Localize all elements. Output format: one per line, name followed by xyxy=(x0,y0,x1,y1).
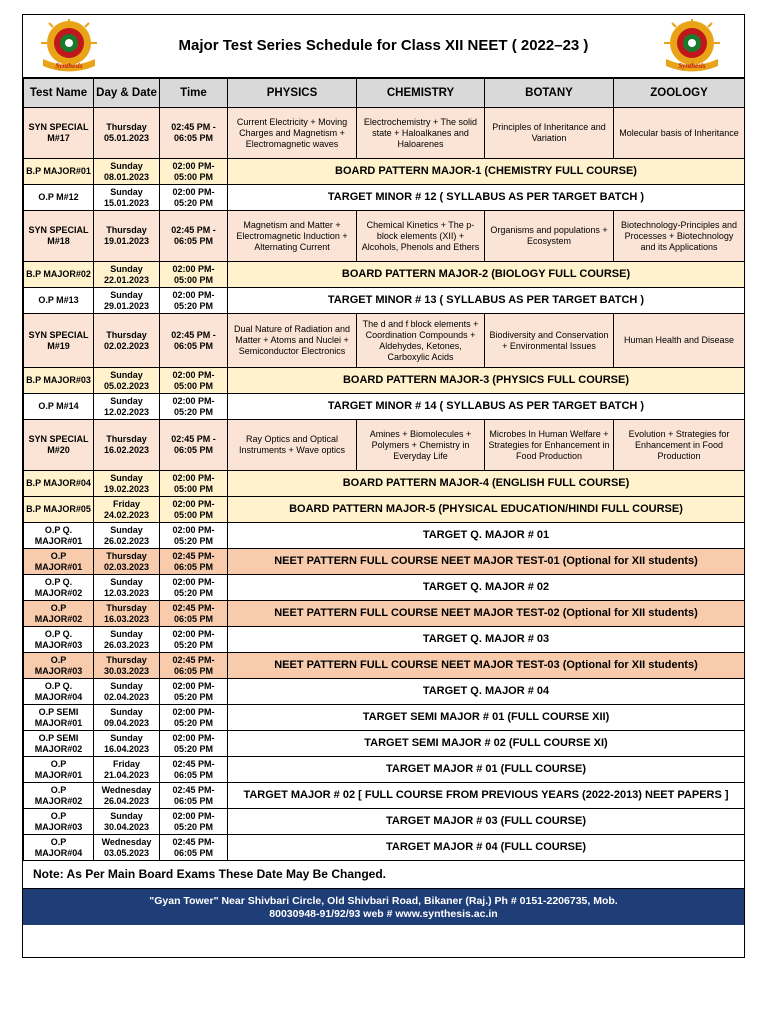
time-cell: 02:00 PM- 05:20 PM xyxy=(160,705,228,731)
table-row xyxy=(24,705,745,731)
date-text: 12.02.2023 xyxy=(103,406,150,417)
table-row xyxy=(24,783,745,809)
time-cell: 02:00 PM- 05:20 PM xyxy=(160,185,228,211)
test-name-cell: O.P SEMI MAJOR#01 xyxy=(24,705,94,731)
time-cell: 02:00 PM- 05:00 PM xyxy=(160,262,228,288)
test-name-cell: B.P MAJOR#02 xyxy=(24,262,94,288)
date-text: 24.02.2023 xyxy=(103,509,150,520)
table-row xyxy=(24,523,745,549)
table-row xyxy=(24,108,745,159)
date-text: 29.01.2023 xyxy=(103,300,150,311)
test-name-cell: SYN SPECIAL M#17 xyxy=(24,108,94,159)
time-cell: 02:45 PM - 06:05 PM xyxy=(160,314,228,368)
table-row xyxy=(24,549,745,575)
column-header: ZOOLOGY xyxy=(614,79,745,108)
day-text: Wednesday xyxy=(101,784,152,795)
test-name-cell: O.P M#12 xyxy=(24,185,94,211)
combined-subject-cell: TARGET MINOR # 12 ( SYLLABUS AS PER TARGET BATCH ) xyxy=(228,185,745,211)
table-row xyxy=(24,288,745,314)
time-cell: 02:45 PM - 06:05 PM xyxy=(160,211,228,262)
date-text: 15.01.2023 xyxy=(103,197,150,208)
day-text: Sunday xyxy=(110,472,143,483)
chemistry-cell: The d and f block elements + Coordination Compounds + Aldehydes, Ketones, Carboxylic Acids xyxy=(357,314,485,368)
date-text: 08.01.2023 xyxy=(103,171,150,182)
day-text: Thursday xyxy=(106,225,147,235)
schedule-note: Note: As Per Main Board Exams These Date May Be Changed. xyxy=(23,861,744,889)
table-row xyxy=(24,601,745,627)
table-row xyxy=(24,575,745,601)
day-text: Sunday xyxy=(110,810,143,821)
combined-subject-cell: TARGET MINOR # 14 ( SYLLABUS AS PER TARGET BATCH ) xyxy=(228,394,745,420)
combined-subject-cell: NEET PATTERN FULL COURSE NEET MAJOR TEST-02 (Optional for XII students) xyxy=(228,601,745,627)
date-text: 30.04.2023 xyxy=(103,821,150,832)
page-header xyxy=(23,15,744,78)
day-date-cell xyxy=(94,601,160,627)
test-name-cell: O.P MAJOR#03 xyxy=(24,809,94,835)
test-name-cell: SYN SPECIAL M#18 xyxy=(24,211,94,262)
test-name-cell: SYN SPECIAL M#19 xyxy=(24,314,94,368)
day-text: Thursday xyxy=(106,654,147,665)
table-row xyxy=(24,211,745,262)
day-date-cell xyxy=(94,731,160,757)
combined-subject-cell: BOARD PATTERN MAJOR-2 (BIOLOGY FULL COURSE) xyxy=(228,262,745,288)
column-header: PHYSICS xyxy=(228,79,357,108)
table-row xyxy=(24,394,745,420)
table-row xyxy=(24,420,745,471)
test-name-cell: O.P MAJOR#01 xyxy=(24,757,94,783)
date-text: 02.03.2023 xyxy=(103,561,150,572)
day-text: Sunday xyxy=(110,524,143,535)
table-row xyxy=(24,471,745,497)
time-cell: 02:00 PM- 05:20 PM xyxy=(160,288,228,314)
combined-subject-cell: TARGET Q. MAJOR # 03 xyxy=(228,627,745,653)
column-header: CHEMISTRY xyxy=(357,79,485,108)
day-text: Sunday xyxy=(110,576,143,587)
day-date-cell xyxy=(94,211,160,262)
date-text: 16.03.2023 xyxy=(103,613,150,624)
time-cell: 02:00 PM- 05:20 PM xyxy=(160,627,228,653)
date-text: 16.02.2023 xyxy=(103,445,150,455)
day-text: Sunday xyxy=(110,369,143,380)
test-name-cell: O.P M#13 xyxy=(24,288,94,314)
test-name-cell: O.P MAJOR#02 xyxy=(24,783,94,809)
combined-subject-cell: NEET PATTERN FULL COURSE NEET MAJOR TEST-01 (Optional for XII students) xyxy=(228,549,745,575)
combined-subject-cell: TARGET Q. MAJOR # 01 xyxy=(228,523,745,549)
day-text: Thursday xyxy=(106,434,147,444)
time-cell: 02:45 PM- 06:05 PM xyxy=(160,653,228,679)
test-name-cell: O.P MAJOR#03 xyxy=(24,653,94,679)
day-text: Thursday xyxy=(106,329,147,340)
table-row xyxy=(24,627,745,653)
test-name-cell: O.P MAJOR#01 xyxy=(24,549,94,575)
column-header: Day & Date xyxy=(94,79,160,108)
schedule-body xyxy=(24,108,745,861)
day-date-cell xyxy=(94,653,160,679)
date-text: 16.04.2023 xyxy=(103,743,150,754)
day-date-cell xyxy=(94,159,160,185)
table-row xyxy=(24,757,745,783)
date-text: 26.04.2023 xyxy=(103,795,150,806)
physics-cell: Magnetism and Matter + Electromagnetic Induction + Alternating Current xyxy=(228,211,357,262)
schedule-sheet xyxy=(22,14,745,958)
day-date-cell xyxy=(94,314,160,368)
table-row xyxy=(24,368,745,394)
date-text: 09.04.2023 xyxy=(103,717,150,728)
day-date-cell xyxy=(94,394,160,420)
combined-subject-cell: TARGET MAJOR # 02 [ FULL COURSE FROM PREVIOUS YEARS (2022-2013) NEET PAPERS ] xyxy=(228,783,745,809)
test-name-cell: O.P Q. MAJOR#02 xyxy=(24,575,94,601)
day-date-cell xyxy=(94,108,160,159)
date-text: 26.03.2023 xyxy=(103,639,150,650)
combined-subject-cell: TARGET Q. MAJOR # 04 xyxy=(228,679,745,705)
time-cell: 02:00 PM- 05:20 PM xyxy=(160,679,228,705)
day-date-cell xyxy=(94,497,160,523)
date-text: 03.05.2023 xyxy=(103,847,150,858)
zoology-cell: Human Health and Disease xyxy=(614,314,745,368)
day-date-cell xyxy=(94,575,160,601)
table-row xyxy=(24,679,745,705)
combined-subject-cell: TARGET MAJOR # 04 (FULL COURSE) xyxy=(228,835,745,861)
date-text: 21.04.2023 xyxy=(103,769,150,780)
table-row xyxy=(24,835,745,861)
day-text: Thursday xyxy=(106,550,147,561)
combined-subject-cell: TARGET MAJOR # 03 (FULL COURSE) xyxy=(228,809,745,835)
time-cell: 02:45 PM - 06:05 PM xyxy=(160,420,228,471)
time-cell: 02:45 PM- 06:05 PM xyxy=(160,757,228,783)
day-date-cell xyxy=(94,185,160,211)
test-name-cell: O.P Q. MAJOR#03 xyxy=(24,627,94,653)
day-date-cell xyxy=(94,783,160,809)
date-text: 02.02.2023 xyxy=(103,340,150,351)
combined-subject-cell: NEET PATTERN FULL COURSE NEET MAJOR TEST-03 (Optional for XII students) xyxy=(228,653,745,679)
day-text: Sunday xyxy=(110,706,143,717)
table-row xyxy=(24,497,745,523)
day-text: Friday xyxy=(112,498,140,509)
test-name-cell: B.P MAJOR#03 xyxy=(24,368,94,394)
combined-subject-cell: TARGET SEMI MAJOR # 02 (FULL COURSE XI) xyxy=(228,731,745,757)
combined-subject-cell: TARGET MINOR # 13 ( SYLLABUS AS PER TARGET BATCH ) xyxy=(228,288,745,314)
test-name-cell: O.P Q. MAJOR#01 xyxy=(24,523,94,549)
table-row xyxy=(24,159,745,185)
date-text: 12.03.2023 xyxy=(103,587,150,598)
time-cell: 02:45 PM - 06:05 PM xyxy=(160,108,228,159)
combined-subject-cell: TARGET Q. MAJOR # 02 xyxy=(228,575,745,601)
day-text: Sunday xyxy=(110,289,143,300)
time-cell: 02:45 PM- 06:05 PM xyxy=(160,549,228,575)
time-cell: 02:00 PM- 05:00 PM xyxy=(160,159,228,185)
time-cell: 02:45 PM- 06:05 PM xyxy=(160,783,228,809)
chemistry-cell: Amines + Biomolecules + Polymers + Chemistry in Everyday Life xyxy=(357,420,485,471)
test-name-cell: O.P SEMI MAJOR#02 xyxy=(24,731,94,757)
chemistry-cell: Chemical Kinetics + The p-block elements (XII) + Alcohols, Phenols and Ethers xyxy=(357,211,485,262)
combined-subject-cell: BOARD PATTERN MAJOR-5 (PHYSICAL EDUCATION/HINDI FULL COURSE) xyxy=(228,497,745,523)
zoology-cell: Evolution + Strategies for Enhancement in Food Production xyxy=(614,420,745,471)
combined-subject-cell: TARGET SEMI MAJOR # 01 (FULL COURSE XII) xyxy=(228,705,745,731)
test-name-cell: O.P M#14 xyxy=(24,394,94,420)
time-cell: 02:00 PM- 05:20 PM xyxy=(160,523,228,549)
day-date-cell xyxy=(94,523,160,549)
test-name-cell: B.P MAJOR#04 xyxy=(24,471,94,497)
footer-phone-web: 80030948-91/92/93 web # www.synthesis.ac.in xyxy=(269,908,498,920)
date-text: 05.02.2023 xyxy=(103,380,150,391)
table-row xyxy=(24,185,745,211)
footer-address: "Gyan Tower" Near Shivbari Circle, Old Shivbari Road, Bikaner (Raj.) Ph # 0151-2206735, Mob. xyxy=(149,895,618,907)
chemistry-cell: Electrochemistry + The solid state + Haloalkanes and Haloarenes xyxy=(357,108,485,159)
day-date-cell xyxy=(94,368,160,394)
table-row xyxy=(24,262,745,288)
day-date-cell xyxy=(94,288,160,314)
day-text: Friday xyxy=(112,758,140,769)
logo-text: Synthesis xyxy=(55,62,83,70)
time-cell: 02:45 PM- 06:05 PM xyxy=(160,601,228,627)
day-date-cell xyxy=(94,627,160,653)
time-cell: 02:00 PM- 05:00 PM xyxy=(160,497,228,523)
page-title: Major Test Series Schedule for Class XII NEET ( 2022–23 ) xyxy=(178,37,589,54)
date-text: 22.01.2023 xyxy=(103,274,150,285)
zoology-cell: Molecular basis of Inheritance xyxy=(614,108,745,159)
table-header-row xyxy=(24,79,745,108)
physics-cell: Dual Nature of Radiation and Matter + Atoms and Nuclei + Semiconductor Electronics xyxy=(228,314,357,368)
botany-cell: Microbes In Human Welfare + Strategies for Enhancement in Food Production xyxy=(485,420,614,471)
date-text: 02.04.2023 xyxy=(103,691,150,702)
table-row xyxy=(24,314,745,368)
physics-cell: Ray Optics and Optical Instruments + Wave optics xyxy=(228,420,357,471)
day-text: Sunday xyxy=(110,732,143,743)
day-text: Sunday xyxy=(110,628,143,639)
day-text: Sunday xyxy=(110,395,143,406)
column-header: Time xyxy=(160,79,228,108)
schedule-table xyxy=(23,78,745,861)
day-date-cell xyxy=(94,757,160,783)
test-name-cell: O.P MAJOR#02 xyxy=(24,601,94,627)
test-name-cell: B.P MAJOR#05 xyxy=(24,497,94,523)
column-header: BOTANY xyxy=(485,79,614,108)
table-row xyxy=(24,653,745,679)
day-text: Thursday xyxy=(106,602,147,613)
time-cell: 02:00 PM- 05:20 PM xyxy=(160,394,228,420)
date-text: 05.01.2023 xyxy=(103,133,150,143)
test-name-cell: O.P MAJOR#04 xyxy=(24,835,94,861)
date-text: 26.02.2023 xyxy=(103,535,150,546)
botany-cell: Organisms and populations + Ecosystem xyxy=(485,211,614,262)
table-row xyxy=(24,809,745,835)
test-name-cell: B.P MAJOR#01 xyxy=(24,159,94,185)
time-cell: 02:00 PM- 05:00 PM xyxy=(160,471,228,497)
day-text: Thursday xyxy=(106,122,147,132)
day-text: Sunday xyxy=(110,680,143,691)
time-cell: 02:00 PM- 05:20 PM xyxy=(160,575,228,601)
day-date-cell xyxy=(94,549,160,575)
day-date-cell xyxy=(94,835,160,861)
physics-cell: Current Electricity + Moving Charges and Magnetism + Electromagnetic waves xyxy=(228,108,357,159)
zoology-cell: Biotechnology-Principles and Processes + Biotechnology and its Applications xyxy=(614,211,745,262)
day-date-cell xyxy=(94,262,160,288)
test-name-cell: O.P Q. MAJOR#04 xyxy=(24,679,94,705)
date-text: 30.03.2023 xyxy=(103,665,150,676)
combined-subject-cell: BOARD PATTERN MAJOR-1 (CHEMISTRY FULL COURSE) xyxy=(228,159,745,185)
date-text: 19.02.2023 xyxy=(103,483,150,494)
combined-subject-cell: BOARD PATTERN MAJOR-4 (ENGLISH FULL COURSE) xyxy=(228,471,745,497)
day-date-cell xyxy=(94,705,160,731)
logo-text: Synthesis xyxy=(678,62,706,70)
test-name-cell: SYN SPECIAL M#20 xyxy=(24,420,94,471)
day-text: Sunday xyxy=(110,186,143,197)
time-cell: 02:00 PM- 05:20 PM xyxy=(160,809,228,835)
day-date-cell xyxy=(94,809,160,835)
date-text: 19.01.2023 xyxy=(103,236,150,246)
time-cell: 02:00 PM- 05:20 PM xyxy=(160,731,228,757)
day-text: Sunday xyxy=(110,263,143,274)
day-date-cell xyxy=(94,420,160,471)
footer-contact xyxy=(23,889,744,925)
time-cell: 02:45 PM- 06:05 PM xyxy=(160,835,228,861)
combined-subject-cell: TARGET MAJOR # 01 (FULL COURSE) xyxy=(228,757,745,783)
botany-cell: Biodiversity and Conservation + Environmental Issues xyxy=(485,314,614,368)
synthesis-logo-icon xyxy=(660,19,724,73)
combined-subject-cell: BOARD PATTERN MAJOR-3 (PHYSICS FULL COURSE) xyxy=(228,368,745,394)
column-header: Test Name xyxy=(24,79,94,108)
day-date-cell xyxy=(94,471,160,497)
table-row xyxy=(24,731,745,757)
day-text: Wednesday xyxy=(101,836,152,847)
day-text: Sunday xyxy=(110,160,143,171)
day-date-cell xyxy=(94,679,160,705)
botany-cell: Principles of Inheritance and Variation xyxy=(485,108,614,159)
time-cell: 02:00 PM- 05:00 PM xyxy=(160,368,228,394)
